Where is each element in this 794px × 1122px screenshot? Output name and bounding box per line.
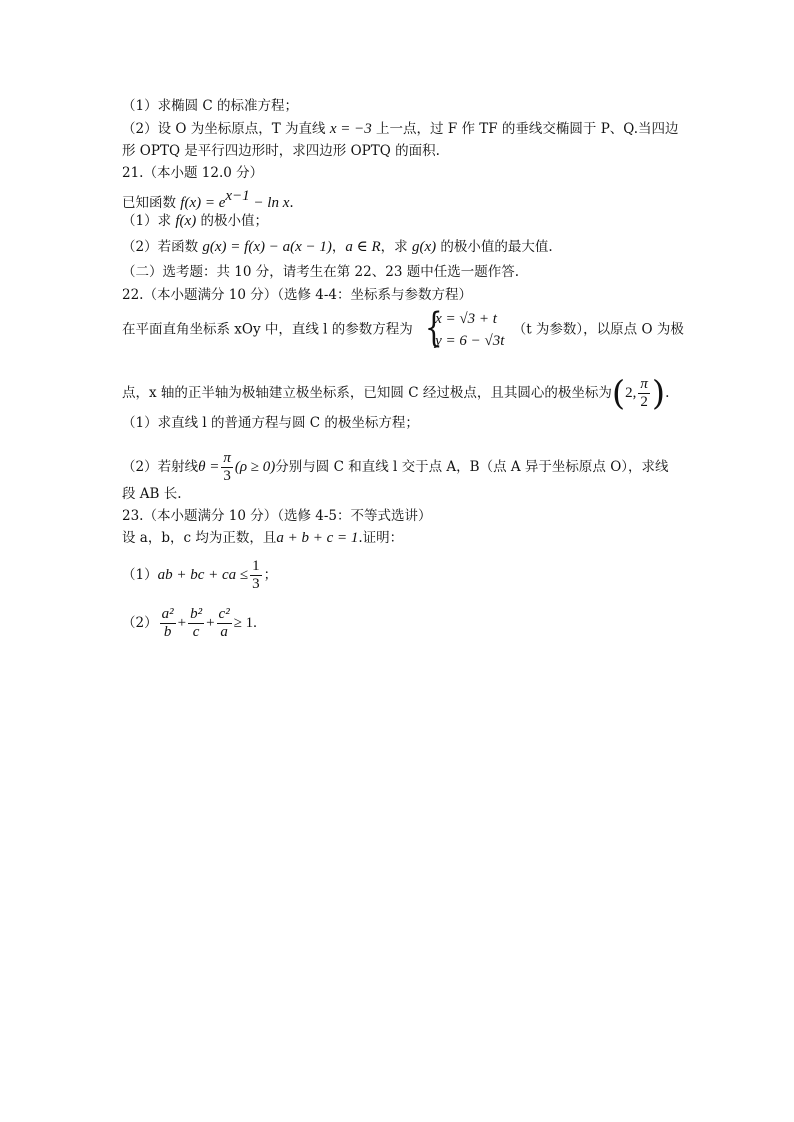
q22-part2-cont: 段 AB 长.: [122, 486, 182, 502]
q23-heading: 23.（本小题满分 10 分）（选修 4-5：不等式选讲）: [122, 508, 432, 524]
q23-stem: 设 a，b，c 均为正数，且a + b + c = 1.证明：: [122, 530, 404, 546]
optional-section-note: （二）选考题：共 10 分，请考生在第 22、23 题中任选一题作答.: [122, 264, 519, 280]
a-squared-over-b: $\frac{\text{a²}}{b}$: [161, 606, 174, 640]
parametric-system: { x = √3 + t y = 6 − √3t: [424, 305, 505, 351]
q22-part2: （2）若射线θ = $\frac{\pi}{3}$ (ρ ≥ 0)分别与圆 C 和直线 l 交于点 A，B（点 A 异于坐标原点 O），求线: [122, 450, 669, 484]
q21-stem: 已知函数 $f(x) = e^{x-1} - \ln x$.: [122, 188, 294, 211]
left-brace-icon: {: [424, 305, 443, 351]
q22-part1: （1）求直线 l 的普通方程与圆 C 的极坐标方程；: [122, 415, 419, 431]
q21-part1: （1）求 f(x) 的极小值；: [122, 213, 269, 229]
q20-part2: （2）设 O 为坐标原点，T 为直线 x = −3 上一点，过 F 作 TF 的垂线交椭圆于 P、Q.当四边: [122, 121, 679, 137]
q22-stem-cont: 点，x 轴的正半轴为极轴建立极坐标系，已知圆 C 经过极点，且其圆心的极坐标为(2, $\frac{\pi}{2}$ ).: [122, 373, 670, 414]
q22-stem: 在平面直角坐标系 xOy 中，直线 l 的参数方程为 { x = √3 + t y = 6 − √3t （t 为参数），以原点 O 为极: [122, 305, 684, 351]
q20-part2-cont: 形 OPTQ 是平行四边形时，求四边形 OPTQ 的面积.: [122, 143, 440, 159]
q21-part2: （2）若函数 g(x) = f(x) − a(x − 1)，a ∈ R，求 g(x) 的极小值的最大值.: [122, 239, 553, 255]
q23-part1: （1）ab + bc + ca ≤ $\frac{1}{3}$ ；: [122, 558, 278, 592]
one-third: $\frac{1}{3}$: [252, 558, 260, 592]
q23-part2: （2） $\frac{\text{a²}}{b}$ + $\frac{\text{b²}}{c}$ + $\frac{\text{c²}}{a}$ ≥ 1.: [122, 606, 257, 640]
q20-part1: （1）求椭圆 C 的标准方程；: [122, 98, 299, 114]
c-squared-over-a: $\frac{\text{c²}}{a}$: [218, 606, 230, 640]
b-squared-over-c: $\frac{\text{b²}}{c}$: [190, 606, 203, 640]
q22-heading: 22.（本小题满分 10 分）（选修 4-4：坐标系与参数方程）: [122, 287, 473, 303]
pi-over-three: $\frac{\pi}{3}$: [223, 450, 231, 484]
pi-over-two: $\frac{\pi}{2}$: [640, 376, 648, 410]
q21-heading: 21.（本小题 12.0 分）: [122, 165, 264, 181]
